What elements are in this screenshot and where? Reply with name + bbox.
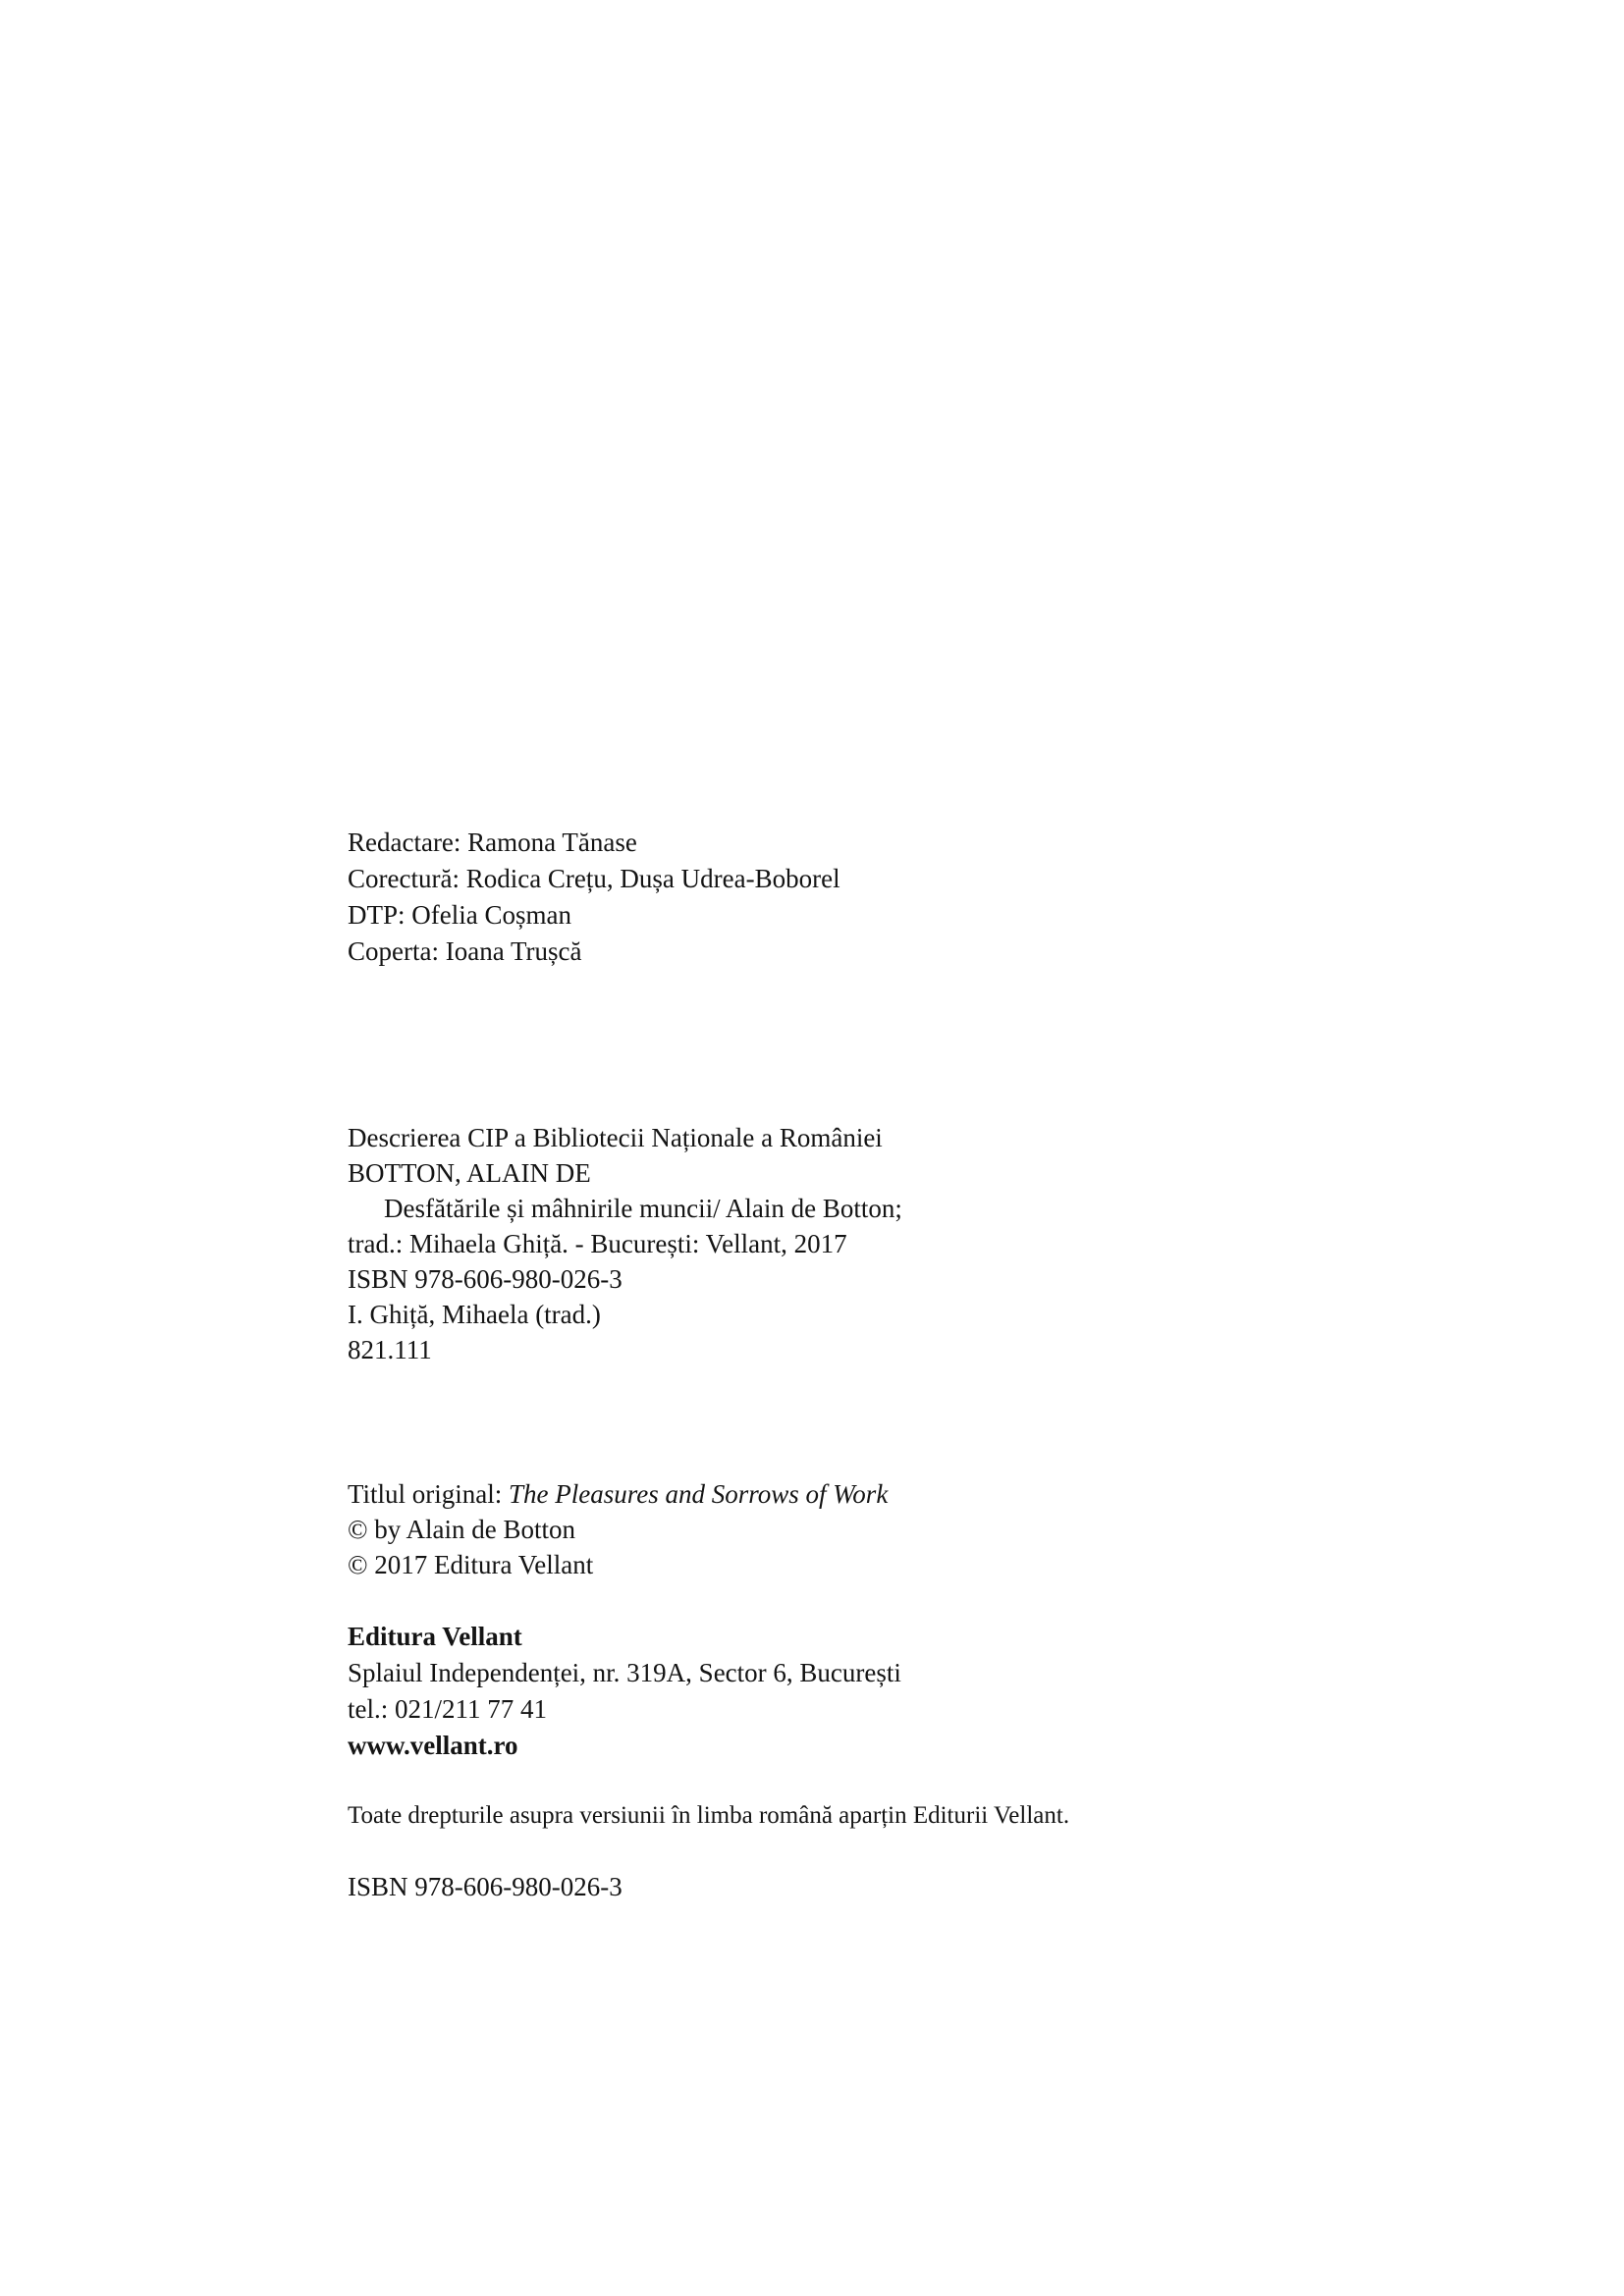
publisher-info-block xyxy=(348,1619,901,1764)
cip-heading: Descrierea CIP a Bibliotecii Naționale a României xyxy=(348,1123,883,1152)
credit-line-corectura: Corectură: Rodica Crețu, Dușa Udrea-Boborel xyxy=(348,864,840,893)
cip-description-block xyxy=(348,1120,902,1367)
isbn-footer: ISBN 978-606-980-026-3 xyxy=(348,1872,623,1901)
staff-credits-block xyxy=(348,825,840,970)
publisher-phone: tel.: 021/211 77 41 xyxy=(348,1694,547,1724)
original-title-block xyxy=(348,1476,888,1582)
credit-line-redactare: Redactare: Ramona Tănase xyxy=(348,828,637,857)
original-title-italic: The Pleasures and Sorrows of Work xyxy=(509,1479,889,1509)
credit-line-dtp: DTP: Ofelia Coșman xyxy=(348,900,571,930)
cip-author: BOTTON, ALAIN DE xyxy=(348,1158,591,1188)
original-title-line xyxy=(348,1476,888,1512)
credit-line-coperta: Coperta: Ioana Trușcă xyxy=(348,936,582,966)
publisher-name: Editura Vellant xyxy=(348,1622,522,1651)
publisher-website: www.vellant.ro xyxy=(348,1731,518,1760)
rights-notice: Toate drepturile asupra versiunii în limba română aparțin Editurii Vellant. xyxy=(348,1802,1070,1829)
original-title-label: Titlul original: xyxy=(348,1479,510,1509)
publisher-address: Splaiul Independenței, nr. 319A, Sector 6, București xyxy=(348,1658,901,1687)
cip-translator-credit: I. Ghiță, Mihaela (trad.) xyxy=(348,1300,601,1329)
cip-classification: 821.111 xyxy=(348,1335,432,1364)
copyright-author-line: © by Alain de Botton xyxy=(348,1515,576,1544)
cip-isbn: ISBN 978-606-980-026-3 xyxy=(348,1264,623,1294)
cip-translation-line: trad.: Mihaela Ghiță. - București: Vellant, 2017 xyxy=(348,1229,847,1258)
copyright-publisher-line: © 2017 Editura Vellant xyxy=(348,1550,594,1579)
cip-title-line: Desfătările și mâhnirile muncii/ Alain de Botton; xyxy=(384,1194,902,1223)
